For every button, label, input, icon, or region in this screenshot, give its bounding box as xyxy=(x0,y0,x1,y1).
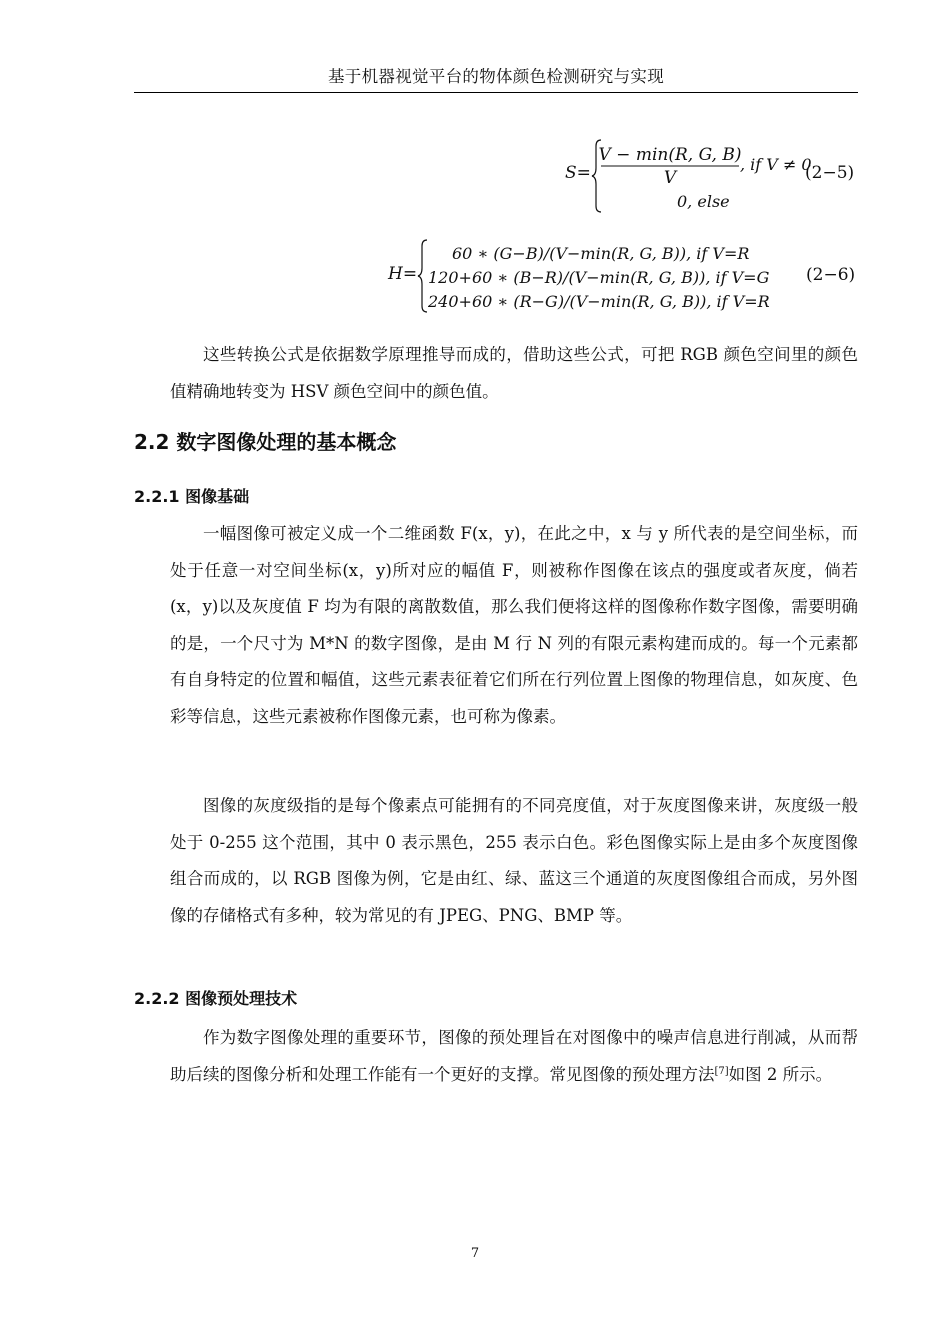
running-header-title: 基于机器视觉平台的物体颜色检测研究与实现 xyxy=(328,67,664,86)
formula-h-case3: 240+60 ∗ (R−G)/(V−min(R, G, B)), if V=R xyxy=(428,292,770,311)
formula-h-case1: 60 ∗ (G−B)/(V−min(R, G, B)), if V=R xyxy=(452,244,750,263)
formula-s-numerator: V − min(R, G, B) xyxy=(598,145,742,165)
paragraph-gray-levels: 图像的灰度级指的是每个像素点可能拥有的不同亮度值，对于灰度图像来讲，灰度级一般处于 0-255 这个范围，其中 0 表示黑色，255 表示白色。彩色图像实际上是由多个灰度图像组合而成的，以 RGB 图像为例，它是由红、绿、蓝这三个通道的灰度图像组合而成，另外图像的存储格式有多种，较为常见的有 JPEG、PNG、BMP 等。 xyxy=(170,796,858,925)
formula-h-lhs: H= xyxy=(388,264,418,284)
paragraph-image-basics: 一幅图像可被定义成一个二维函数 F(x，y)，在此之中，x 与 y 所代表的是空间坐标，而处于任意一对空间坐标(x，y)所对应的幅值 F，则被称作图像在该点的强度或者灰度，倘若(x，y)以及灰度值 F 均为有限的离散数值，那么我们便将这样的图像称作数字图像，需要明确的是，一个尺寸为 M*N 的数字图像，是由 M 行 N 列的有限元素构建而成的。每一个元素都有自身特定的位置和幅值，这些元素表征着它们所在行列位置上图像的物理信息，如灰度、色彩等信息，这些元素被称作图像元素，也可称为像素。 xyxy=(170,524,858,726)
citation-ref-7: [7] xyxy=(714,1065,729,1077)
formula-s-denominator: V xyxy=(663,168,677,188)
preprocessing-text: 作为数字图像处理的重要环节，图像的预处理旨在对图像中的噪声信息进行削减，从而帮助后续的图像分析和处理工作能有一个更好的支撑。常见图像的预处理方法 xyxy=(170,1028,858,1084)
formula-h-number: (2−6) xyxy=(806,265,856,285)
page-number: 7 xyxy=(470,1246,480,1261)
figure-reference-text: 如图 2 所示。 xyxy=(728,1064,833,1084)
formula-s-lhs: S= xyxy=(565,163,591,183)
section-heading-2-2: 2.2 数字图像处理的基本概念 xyxy=(134,430,397,454)
formula-block xyxy=(0,0,950,330)
formula-s-number: (2−5) xyxy=(805,163,855,183)
formula-h-case2: 120+60 ∗ (B−R)/(V−min(R, G, B)), if V=G xyxy=(428,268,770,287)
paragraph-preprocessing xyxy=(170,1020,858,1093)
formula-h-brace xyxy=(418,240,427,312)
paragraph-conversion-summary: 这些转换公式是依据数学原理推导而成的，借助这些公式，可把 RGB 颜色空间里的颜色值精确地转变为 HSV 颜色空间中的颜色值。 xyxy=(170,345,858,401)
formula-s-condition: , if V ≠ 0 xyxy=(740,155,812,174)
subsection-heading-2-2-1: 2.2.1 图像基础 xyxy=(134,487,250,506)
formula-s-else-case: 0, else xyxy=(677,192,730,211)
subsection-heading-2-2-2: 2.2.2 图像预处理技术 xyxy=(134,989,298,1008)
